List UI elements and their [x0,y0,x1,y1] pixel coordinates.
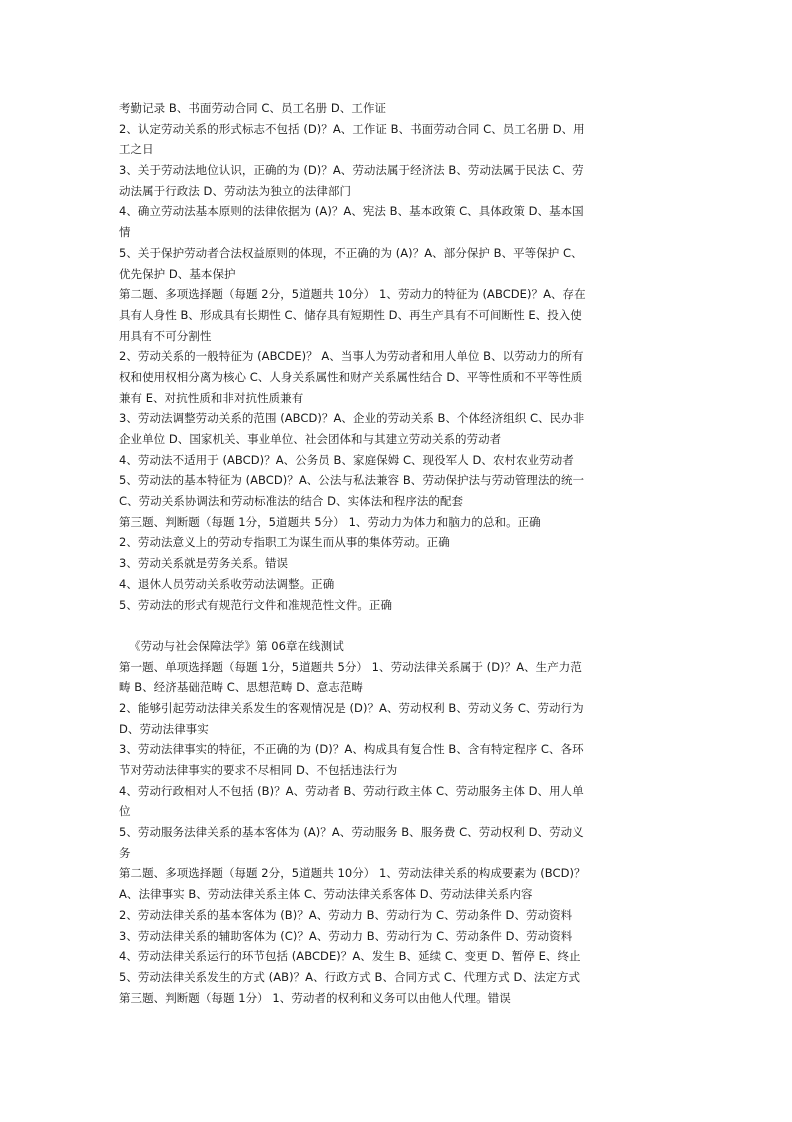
text-line: 3、关于劳动法地位认识，正确的为 (D)？A、劳动法属于经济法 B、劳动法属于民法 C、劳 [119,163,584,178]
text-line: 节对劳动法律事实的要求不尽相同 D、不包括违法行为 [119,763,398,777]
text-line: 2、劳动法律关系的基本客体为 (B)？A、劳动力 B、劳动行为 C、劳动条件 D、劳动资料 [119,907,573,922]
text-line: 4、劳动法不适用于 (ABCD)？A、公务员 B、家庭保姆 C、现役军人 D、农村农业劳动者 [119,452,574,467]
text-line: 2、能够引起劳动法律关系发生的客观情况是 (D)？A、劳动权利 B、劳动义务 C、劳动行为 [119,700,584,715]
text-line: 第三题、判断题（每题 1分） 1、劳动者的权利和义务可以由他人代理。错误 [119,990,511,1005]
text-line: 5、劳动法的基本特征为 (ABCD)？A、公法与私法兼容 B、劳动保护法与劳动管理法的统一 [119,473,585,488]
text-line: 4、退休人员劳动关系收劳动法调整。正确 [119,576,335,591]
text-line: 第三题、判断题（每题 1分，5道题共 5分） 1、劳动力为体力和脑力的总和。正确 [119,514,541,529]
text-line: 4、劳动法律关系运行的环节包括 (ABCDE)？A、发生 B、延续 C、变更 D、暂停 E、终止 [119,949,581,964]
text-line: 3、劳动法律事实的特征，不正确的为 (D)？A、构成具有复合性 B、含有特定程序 C、各环 [119,742,584,757]
text-line: 第一题、单项选择题（每题 1分，5道题共 5分） 1、劳动法律关系属于 (D)？A、生产力范 [119,659,582,674]
text-line: 用具有不可分割性 [119,328,212,343]
text-line: 2、劳动法意义上的劳动专指职工为谋生而从事的集体劳动。正确 [119,535,450,550]
chapter-title: 《劳动与社会保障法学》第 06章在线测试 [129,638,344,653]
text-line: 企业单位 D、国家机关、事业单位、社会团体和与其建立劳动关系的劳动者 [119,432,502,446]
text-line: 工之日 [119,142,154,157]
text-line: 优先保护 D、基本保护 [119,266,236,281]
text-line: 兼有 E、对抗性质和非对抗性质兼有 [119,390,304,405]
document-page [119,98,671,1008]
text-line: 5、劳动法的形式有规范行文件和准规范性文件。正确 [119,597,393,612]
text-line: 位 [119,804,131,819]
text-line: 4、确立劳动法基本原则的法律依据为 (A)？A、宪法 B、基本政策 C、具体政策 D、基本国 [119,204,584,219]
text-line: C、劳动关系协调法和劳动标准法的结合 D、实体法和程序法的配套 [119,494,464,509]
text-line: 畴 B、经济基础范畴 C、思想范畴 D、意志范畴 [119,680,363,695]
text-line: D、劳动法律事实 [119,721,209,736]
text-line: 动法属于行政法 D、劳动法为独立的法律部门 [119,183,352,198]
text-line: 3、劳动法调整劳动关系的范围 (ABCD)？A、企业的劳动关系 B、个体经济组织 C、民办非 [119,411,585,426]
text-line: A、法律事实 B、劳动法律关系主体 C、劳动法律关系客体 D、劳动法律关系内容 [119,887,533,902]
text-line: 5、劳动法律关系发生的方式 (AB)？A、行政方式 B、合同方式 C、代理方式 D、法定方式 [119,969,581,984]
blank-line [119,615,671,636]
text-line: 务 [119,845,131,860]
text-line: 第二题、多项选择题（每题 2分，5道题共 10分） 1、劳动力的特征为 (ABCDE)？A、存在 [119,287,586,302]
text-line: 3、劳动关系就是劳务关系。错误 [119,556,289,571]
text-line: 4、劳动行政相对人不包括 (B)？A、劳动者 B、劳动行政主体 C、劳动服务主体 D、用人单 [119,783,584,798]
text-line: 5、关于保护劳动者合法权益原则的体现，不正确的为 (A)？A、部分保护 B、平等保护 C、 [119,245,583,260]
text-line: 2、劳动关系的一般特征为 (ABCDE)？ A、当事人为劳动者和用人单位 B、以劳动力的所有 [119,349,584,364]
text-line: 具有人身性 B、形成具有长期性 C、储存具有短期性 D、再生产具有不可间断性 E、投入使 [119,307,582,322]
text-line: 第二题、多项选择题（每题 2分，5道题共 10分） 1、劳动法律关系的构成要素为 (BCD)？ [119,866,586,881]
text-line: 情 [119,225,131,240]
text-line: 权和使用权相分离为核心 C、人身关系属性和财产关系属性结合 D、平等性质和不平等性质 [119,369,583,384]
text-line: 5、劳动服务法律关系的基本客体为 (A)？A、劳动服务 B、服务费 C、劳动权利 D、劳动义 [119,825,584,840]
text-line: 考勤记录 B、书面劳动合同 C、员工名册 D、工作证 [119,101,387,115]
text-line: 3、劳动法律关系的辅助客体为 (C)？A、劳动力 B、劳动行为 C、劳动条件 D、劳动资料 [119,928,573,943]
text-line: 2、认定劳动关系的形式标志不包括 (D)？A、工作证 B、书面劳动合同 C、员工名册 D、用 [119,121,585,136]
